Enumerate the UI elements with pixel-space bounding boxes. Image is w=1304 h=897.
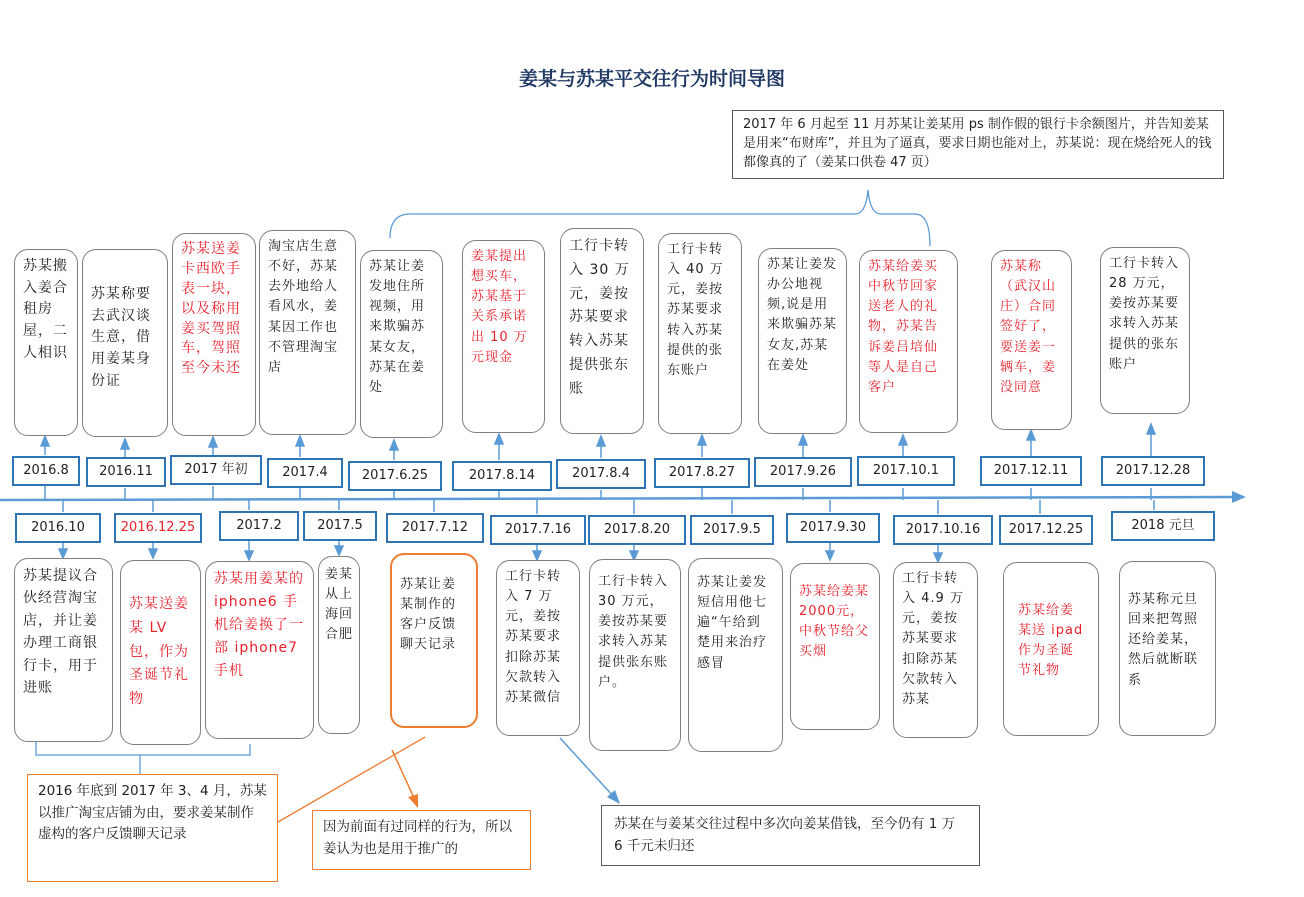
lower-event-8: 苏某让姜发短信用他七遍“午给到楚用来治疗感冒 xyxy=(688,558,783,752)
timeline-arrowhead xyxy=(1232,491,1246,503)
top-note: 2017 年 6 月起至 11 月苏某让姜某用 ps 制作假的银行卡余额图片，并告知姜某是用来“布财库”，并且为了逼真，要求日期也能对上，苏某说：现在烧给死人的钱都像真的了（姜某口供卷 47 页） xyxy=(732,110,1224,179)
lower-date-5: 2017.7.12 xyxy=(386,513,484,543)
lower-date-6: 2017.7.16 xyxy=(490,515,586,545)
lower-event-7: 工行卡转入30 万元，姜按苏某要求转入苏某提供张东账户。 xyxy=(589,559,681,751)
upper-date-7: 2017.8.4 xyxy=(556,459,646,489)
upper-date-6: 2017.8.14 xyxy=(452,461,552,491)
lower-date-8: 2017.9.5 xyxy=(690,515,774,545)
upper-date-3: 2017 年初 xyxy=(170,455,262,485)
upper-date-5: 2017.6.25 xyxy=(348,461,442,491)
note-fake-feedback: 2016 年底到 2017 年 3、4 月，苏某以推广淘宝店铺为由，要求姜某制作虚构的客户反馈聊天记录 xyxy=(27,774,278,882)
lower-event-3: 苏某用姜某的 iphone6 手机给姜换了一部 iphone7 手机 xyxy=(205,561,314,739)
lower-event-12: 苏某称元旦回来把驾照还给姜某，然后就断联系 xyxy=(1119,561,1216,736)
upper-event-5: 苏某让姜发地住所视频，用来欺骗苏某女友，苏某在姜处 xyxy=(360,250,443,438)
lower-date-9: 2017.9.30 xyxy=(786,513,880,543)
upper-event-8: 工行卡转入 40 万元，姜按苏某要求转入苏某提供的张东账户 xyxy=(658,233,742,434)
upper-event-3: 苏某送姜卡西欧手表一块，以及称用姜买驾照车，驾照至今未还 xyxy=(172,233,256,436)
lower-event-1: 苏某提议合伙经营淘宝店，并让姜办理工商银行卡，用于进账 xyxy=(14,558,113,742)
lower-date-4: 2017.5 xyxy=(303,511,377,541)
upper-date-12: 2017.12.28 xyxy=(1101,456,1205,486)
lower-event-5: 苏某让姜某制作的客户反馈聊天记录 xyxy=(390,553,478,728)
upper-event-1: 苏某搬入姜合租房屋，二人相识 xyxy=(14,249,78,436)
lower-event-10: 工行卡转入 4.9 万元，姜按苏某要求扣除苏某欠款转入苏某 xyxy=(893,562,978,738)
lower-event-11: 苏某给姜某送 ipad 作为圣诞节礼物 xyxy=(1003,562,1099,736)
upper-event-4: 淘宝店生意不好，苏某去外地给人看风水，姜某因工作也不管理淘宝店 xyxy=(259,230,356,435)
upper-event-9: 苏某让姜发办公地视频,说是用来欺骗苏某女友,苏某在姜处 xyxy=(758,248,847,434)
upper-event-11: 苏某称（武汉山庄）合同签好了，要送姜一辆车，姜没同意 xyxy=(991,250,1072,430)
note-debt: 苏某在与姜某交往过程中多次向姜某借钱，至今仍有 1 万 6 千元未归还 xyxy=(601,805,980,866)
timeline-axis xyxy=(0,497,1236,500)
note-promotion-belief: 因为前面有过同样的行为，所以姜认为也是用于推广的 xyxy=(312,810,531,870)
upper-event-10: 苏某给姜买中秋节回家送老人的礼物，苏某告诉姜吕培仙等人是自己客户 xyxy=(859,250,958,433)
lower-date-3: 2017.2 xyxy=(219,511,299,541)
lower-event-4: 姜某从上海回合肥 xyxy=(318,556,360,734)
lower-event-6: 工行卡转入 7 万元，姜按苏某要求扣除苏某欠款转入苏某微信 xyxy=(496,560,580,736)
upper-event-7: 工行卡转入 30 万元，姜按苏某要求转入苏某提供张东账 xyxy=(560,228,644,434)
upper-date-2: 2016.11 xyxy=(86,457,166,487)
upper-date-10: 2017.10.1 xyxy=(857,456,955,486)
lower-date-7: 2017.8.20 xyxy=(588,515,686,545)
page-title: 姜某与苏某平交往行为时间导图 xyxy=(518,68,785,90)
upper-date-1: 2016.8 xyxy=(12,456,80,486)
lower-date-11: 2017.12.25 xyxy=(999,515,1093,545)
lower-date-10: 2017.10.16 xyxy=(893,515,993,545)
lower-date-12: 2018 元旦 xyxy=(1111,511,1215,541)
lower-event-9: 苏某给姜某 2000元，中秋节给父买烟 xyxy=(790,563,880,730)
upper-date-8: 2017.8.27 xyxy=(654,458,750,488)
upper-date-9: 2017.9.26 xyxy=(754,457,852,487)
lower-date-2: 2016.12.25 xyxy=(114,513,202,543)
upper-event-6: 姜某提出想买车，苏某基于关系承诺出 10 万元现金 xyxy=(462,240,545,433)
upper-date-11: 2017.12.11 xyxy=(980,456,1082,486)
lower-event-2: 苏某送姜某 LV 包，作为圣诞节礼物 xyxy=(120,560,201,745)
upper-event-12: 工行卡转入 28 万元，姜按苏某要求转入苏某提供的张东账户 xyxy=(1100,247,1190,414)
upper-event-2: 苏某称要去武汉谈生意，借用姜某身份证 xyxy=(82,249,168,437)
upper-date-4: 2017.4 xyxy=(267,458,343,488)
lower-date-1: 2016.10 xyxy=(15,513,101,543)
